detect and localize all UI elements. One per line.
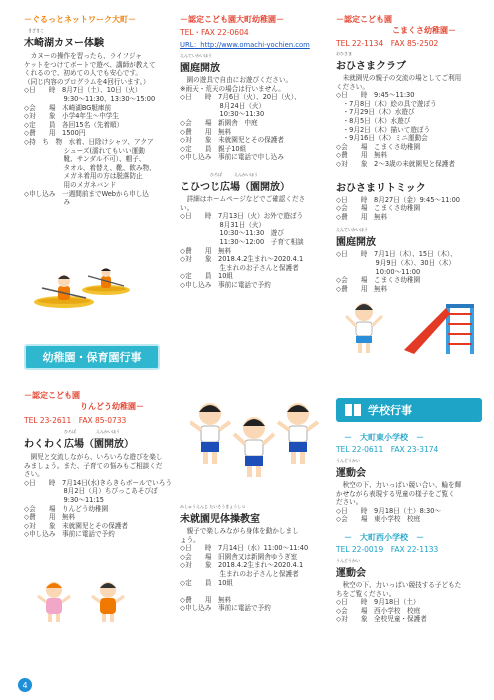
body-line: ◇対 象 2018.4.2生まれ～2020.4.1 [180, 255, 304, 264]
body-line: ◇申し込み 一週間前までWebから申し込 [24, 189, 149, 198]
school-header: － 大町西小学校 － [344, 532, 424, 542]
body-line: さい。 [24, 470, 44, 479]
body-line: ◇会 場 こまくさ幼稚園 [336, 276, 421, 285]
body-line: メガネ着用の方は脱落防止 [24, 172, 143, 181]
body-line: 園の遊具で自由にお遊びください。 [180, 76, 293, 84]
body-line: ◇申し込み 事前に電話で予約 [180, 604, 271, 613]
body-line: 9:30～11:30、13:30～15:00 [24, 94, 156, 103]
contact-tel: TEL 22-1134 FAX 85-2502 [336, 39, 439, 48]
event-title: 園庭開放 [336, 237, 376, 249]
body-line: ◇定 員 各回15名（先着順） [24, 120, 124, 129]
body-line: 9月9日（木）、30日（木） [336, 258, 455, 267]
gym-kids-illustration [190, 400, 320, 478]
event-body [336, 196, 486, 222]
event-body [336, 481, 486, 524]
body-line: ◇定 員 10組 [180, 272, 234, 281]
section-header: －認定こども園 [336, 15, 392, 24]
body-line: ◇会 場 こまくさ幼稚園 [336, 142, 421, 151]
event-title: わくわく広場（園開放） [24, 439, 134, 450]
title-ruby: うんどうかい [336, 557, 360, 563]
gym-class-section [180, 504, 330, 613]
body-line: ◇日 時 8月27日（金）9:45～11:00 [336, 195, 460, 204]
event-title: おひさまクラブ [336, 61, 406, 72]
body-line: みましょう。また、子育ての悩みもご相談くだ [24, 461, 163, 470]
body-line: ちをご覧ください。 [336, 589, 396, 598]
kayak-illustration [34, 268, 134, 316]
body-line: 靴、サンダル不可）、帽子、 [24, 155, 146, 164]
body-line: ケットをつけてボートで遊べ、講師が教えて [24, 60, 156, 69]
page-number: 4 [18, 678, 32, 692]
body-line: ◇持 ち 物 水着、日除けシャツ、アクア [24, 137, 154, 146]
event-body [180, 195, 330, 290]
playground-illustration [342, 300, 488, 358]
body-line: ・8月5日（木）水遊び [336, 116, 411, 125]
title-ruby: みしゅうえんじ たいそうきょうしつ [180, 504, 246, 509]
body-line: 8月2日（月）ちびっこあそびぼ [24, 487, 158, 496]
event-title: 園庭開放 [180, 63, 220, 74]
title-ruby: えんていかいほう [336, 227, 368, 233]
body-line: ・7月29日（木）水遊び [336, 108, 415, 117]
body-line: シューズ(濡れてもいい運動 [24, 146, 145, 155]
event-title: こひつじ広場（園開放） [180, 181, 290, 193]
body-line: ◇会 場 旧園舎又は新園舎ゆうぎ室 [180, 552, 298, 561]
body-line: 生まれのお子さんと保護者 [180, 569, 299, 578]
body-line: カヌーの操作を習ったら、ライフジャ [24, 52, 142, 60]
body-line: ◇日 時 7月14日（水）11:00～11:40 [180, 544, 309, 553]
body-line: 10:00～11:00 [336, 267, 421, 276]
body-line: ◇費 用 1500円 [24, 129, 86, 138]
body-line: 10:30～11:30 遊び [180, 229, 284, 238]
body-line: 生まれのお子さんと保護者 [180, 263, 299, 272]
section-header: －認定こども園 [24, 391, 80, 400]
body-line: ◇会 場 こまくさ幼稚園 [336, 204, 421, 213]
body-line: ◇定 員 親子10組 [180, 144, 247, 153]
body-line: 未就園児の親子の交流の場としてご利用 [336, 74, 462, 82]
event-body [180, 527, 330, 613]
website-link[interactable]: URL：http://www.omachi-yochien.com [180, 41, 310, 49]
body-line: ・9月2日（木）描いて遊ぼう [336, 125, 431, 134]
body-line: ・7月8日（木）絵の具で遊ぼう [336, 99, 437, 108]
body-line: ◇日 時 8月7日（土）、10日（火） [24, 86, 142, 95]
section-header: －ぐるっとネットワーク大町－ [24, 15, 136, 24]
body-line: ◇日 時 9:45～11:30 [336, 91, 415, 100]
body-line: み [24, 198, 71, 207]
rindou-section [24, 390, 172, 539]
body-line: ◇対 象 全校児童・保護者 [336, 615, 427, 624]
body-line: 8月31日（火） [180, 220, 266, 229]
contact-tel: TEL 22-0019 FAX 22-1133 [336, 544, 439, 554]
body-line: ・9月16日（木）ミニ運動会 [336, 134, 428, 143]
body-line: 園児と交流しながら、いろいろな遊びを楽し [24, 453, 163, 461]
body-line: ◇費 用 無料 [180, 595, 232, 604]
body-line: ◇会 場 西小学校 校庭 [336, 606, 421, 615]
body-line: ◇対 象 2018.4.2生まれ～2020.4.1 [180, 561, 304, 570]
title-ruby: ひろば えんかいほう [210, 171, 258, 177]
body-line: ◇申し込み 事前に電話で予約 [24, 530, 115, 539]
body-line: 11:30～12:00 子育て相談 [180, 237, 304, 246]
school-section [336, 432, 486, 624]
body-line: ◇費 用 無料 [180, 127, 232, 136]
banner-label: 学校行事 [368, 404, 412, 417]
school-events-banner [336, 398, 482, 422]
body-line: ◇会 場 東小学校 校庭 [336, 515, 421, 524]
body-line: ※雨天・荒天の場合は行いません。 [180, 84, 285, 93]
body-line: 秋空の下、力いっぱい競い合い、輪を輝 [336, 481, 462, 489]
body-line: ください。 [336, 82, 369, 91]
title-ruby: きざきこ [28, 28, 44, 33]
kids-illustration [36, 578, 156, 624]
body-line: （同じ内容のプログラムを4回行います。） [24, 77, 150, 86]
body-line: ◇日 時 9月18日（土）8:30～ [336, 506, 441, 515]
body-line: タオル、着替え、靴、飲み物、 [24, 163, 156, 172]
body-line: ◇対 象 2～3歳の未就園児と保護者 [336, 159, 455, 168]
body-line: くれるので、初めての人でも安心です。 [24, 69, 143, 78]
body-line: い。 [180, 203, 194, 212]
school-header: － 大町東小学校 － [344, 433, 424, 442]
event-title: おひさまリトミック [336, 182, 426, 194]
kayak-section [24, 14, 166, 207]
body-line: ◇会 場 りんどう幼稚園 [24, 504, 109, 513]
section-header-2: こまくさ幼稚園－ [392, 26, 456, 35]
body-line: ◇日 時 7月13日（火）お外で遊ぼう [180, 212, 304, 221]
body-line: ◇費 用 無料 [336, 284, 388, 293]
event-body [336, 581, 486, 624]
book-icon [344, 401, 362, 419]
title-ruby: うんどうかい [336, 458, 360, 463]
body-line: ◇対 象 未就園児とその保護者 [180, 136, 284, 145]
body-line: 8月24日（火） [180, 101, 266, 110]
body-line: ◇申し込み 事前に電話で申し込み [180, 153, 284, 162]
event-body [24, 453, 172, 539]
event-title: 運動会 [336, 567, 366, 579]
komakusa-section [336, 14, 486, 293]
body-line [180, 587, 330, 596]
body-line: 9:30～11:15 [24, 495, 104, 504]
event-title: 未就園児体操教室 [180, 514, 260, 525]
body-line: 用のメガネバンド [24, 180, 117, 189]
body-line: ◇日 時 7月1日（木）、15日（木）、 [336, 250, 457, 259]
body-line: ◇費 用 無料 [336, 212, 388, 221]
title-ruby: ひろば えんかいほう [64, 429, 120, 434]
body-line: ◇費 用 無料 [180, 246, 232, 255]
body-line: ◇費 用 無料 [24, 513, 76, 522]
body-line: ◇日 時 7月14日(水)きらきらボールでいろう [24, 478, 172, 487]
title-ruby: えんていかいほう [180, 53, 212, 58]
omachi-section [180, 14, 330, 289]
kindergarten-events-banner: 幼稚園・保育園行事 [24, 344, 160, 370]
event-title: 運動会 [336, 468, 366, 479]
body-line: ょう。 [180, 535, 200, 544]
contact-tel: TEL 23-2611 FAX 85-0733 [24, 416, 127, 425]
body-line: ◇申し込み 事前に電話で予約 [180, 280, 271, 289]
body-line: かせながら表現する児童の様子をご覧く [336, 489, 455, 498]
body-line: ◇日 時 9月18日（土） [336, 598, 420, 607]
body-line: ◇会 場 新園舎 中庭 [180, 118, 258, 127]
event-title: 木崎湖カヌー体験 [24, 38, 104, 49]
body-line: 秋空の下、力いっぱい競技する子どもた [336, 580, 462, 589]
section-header-2: りんどう幼稚園－ [80, 402, 144, 411]
event-body [24, 52, 166, 207]
body-line: ◇対 象 小学4年生～中学生 [24, 112, 119, 121]
body-line: ◇日 時 7月6日（火）、20日（火）、 [180, 93, 301, 102]
body-line: ◇対 象 未就園児とその保護者 [24, 521, 128, 530]
contact-tel: TEL 22-0611 FAX 23-3174 [336, 445, 439, 454]
body-line: 親子で楽しみながら身体を動かしまし [180, 527, 299, 535]
event-body [180, 76, 330, 162]
event-body [336, 74, 486, 169]
event-body [336, 250, 486, 293]
title-ruby: おひさま [336, 51, 352, 56]
body-line: 詳細はホームページなどでご確認くださ [180, 194, 306, 203]
body-line: ださい。 [336, 498, 363, 507]
contact-tel: TEL・FAX 22-0604 [180, 28, 249, 37]
body-line: ◇会 場 木崎湖BG艇庫前 [24, 103, 112, 112]
body-line: ◇費 用 無料 [336, 151, 388, 160]
body-line: ◇定 員 10組 [180, 578, 234, 587]
section-header: －認定こども園大町幼稚園－ [180, 15, 284, 24]
body-line: 10:30～11:30 [180, 110, 265, 119]
